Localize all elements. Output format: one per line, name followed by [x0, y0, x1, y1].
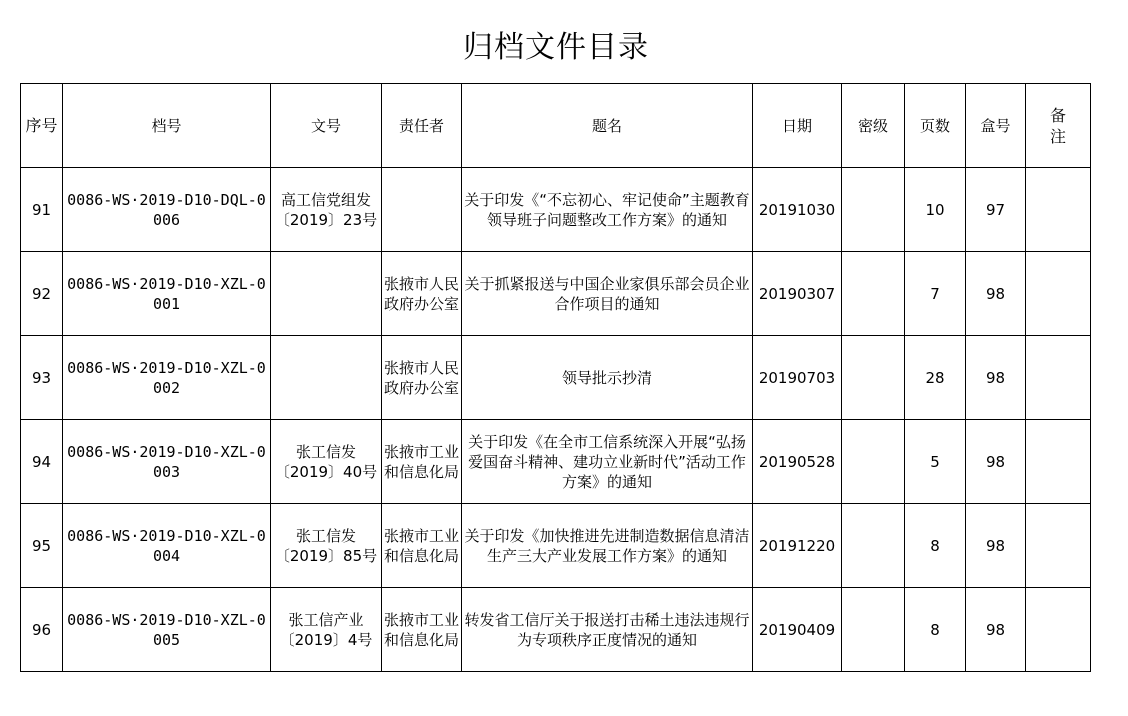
- cell-subject: 关于印发《加快推进先进制造数据信息清洁生产三大产业发展工作方案》的通知: [462, 504, 753, 588]
- cell-subject: 关于印发《“不忘初心、牢记使命”主题教育领导班子问题整改工作方案》的通知: [462, 168, 753, 252]
- cell-responsible: [382, 168, 462, 252]
- cell-subject: 转发省工信厅关于报送打击稀土违法违规行为专项秩序正度情况的通知: [462, 588, 753, 672]
- cell-box-no: 98: [966, 420, 1026, 504]
- cell-doc-no: 张工信发〔2019〕40号: [271, 420, 382, 504]
- cell-pages: 8: [905, 588, 966, 672]
- column-header-subject: 题名: [462, 84, 753, 168]
- cell-responsible: 张掖市工业和信息化局: [382, 504, 462, 588]
- cell-responsible: 张掖市人民政府办公室: [382, 336, 462, 420]
- column-header-archive-no: 档号: [63, 84, 271, 168]
- cell-seq: 93: [21, 336, 63, 420]
- cell-box-no: 98: [966, 336, 1026, 420]
- cell-responsible: 张掖市人民政府办公室: [382, 252, 462, 336]
- cell-box-no: 98: [966, 588, 1026, 672]
- cell-remarks: [1026, 336, 1091, 420]
- cell-secrecy: [842, 336, 905, 420]
- cell-pages: 28: [905, 336, 966, 420]
- column-header-secrecy: 密级: [842, 84, 905, 168]
- column-header-pages: 页数: [905, 84, 966, 168]
- cell-subject: 关于印发《在全市工信系统深入开展“弘扬爱国奋斗精神、建功立业新时代”活动工作方案》的通知: [462, 420, 753, 504]
- cell-subject: 关于抓紧报送与中国企业家俱乐部会员企业合作项目的通知: [462, 252, 753, 336]
- cell-remarks: [1026, 504, 1091, 588]
- cell-seq: 95: [21, 504, 63, 588]
- column-header-date: 日期: [753, 84, 842, 168]
- cell-archive-no: 0086-WS·2019-D10-XZL-0005: [63, 588, 271, 672]
- cell-box-no: 97: [966, 168, 1026, 252]
- cell-doc-no: [271, 336, 382, 420]
- cell-secrecy: [842, 420, 905, 504]
- cell-seq: 94: [21, 420, 63, 504]
- cell-pages: 10: [905, 168, 966, 252]
- cell-secrecy: [842, 168, 905, 252]
- cell-secrecy: [842, 588, 905, 672]
- table-row: [21, 420, 1091, 504]
- cell-responsible: 张掖市工业和信息化局: [382, 588, 462, 672]
- page-title: 归档文件目录: [463, 30, 649, 65]
- cell-seq: 96: [21, 588, 63, 672]
- cell-remarks: [1026, 588, 1091, 672]
- column-header-box-no: 盒号: [966, 84, 1026, 168]
- cell-archive-no: 0086-WS·2019-D10-XZL-0003: [63, 420, 271, 504]
- table-row: [21, 336, 1091, 420]
- cell-remarks: [1026, 252, 1091, 336]
- cell-doc-no: 高工信党组发〔2019〕23号: [271, 168, 382, 252]
- table-header-row: [21, 84, 1091, 168]
- cell-pages: 5: [905, 420, 966, 504]
- cell-doc-no: 张工信产业〔2019〕4号: [271, 588, 382, 672]
- cell-box-no: 98: [966, 504, 1026, 588]
- column-header-remarks: 备注: [1026, 84, 1091, 168]
- cell-remarks: [1026, 168, 1091, 252]
- cell-doc-no: [271, 252, 382, 336]
- cell-archive-no: 0086-WS·2019-D10-XZL-0004: [63, 504, 271, 588]
- cell-seq: 91: [21, 168, 63, 252]
- cell-date: 20190307: [753, 252, 842, 336]
- cell-date: 20190528: [753, 420, 842, 504]
- cell-box-no: 98: [966, 252, 1026, 336]
- column-header-responsible: 责任者: [382, 84, 462, 168]
- cell-doc-no: 张工信发〔2019〕85号: [271, 504, 382, 588]
- column-header-seq: 序号: [21, 84, 63, 168]
- cell-date: 20190703: [753, 336, 842, 420]
- cell-pages: 8: [905, 504, 966, 588]
- table-row: [21, 168, 1091, 252]
- cell-archive-no: 0086-WS·2019-D10-XZL-0001: [63, 252, 271, 336]
- cell-subject: 领导批示抄清: [462, 336, 753, 420]
- cell-pages: 7: [905, 252, 966, 336]
- table-row: [21, 252, 1091, 336]
- cell-seq: 92: [21, 252, 63, 336]
- table-row: [21, 504, 1091, 588]
- table-row: [21, 588, 1091, 672]
- cell-responsible: 张掖市工业和信息化局: [382, 420, 462, 504]
- cell-secrecy: [842, 252, 905, 336]
- cell-archive-no: 0086-WS·2019-D10-DQL-0006: [63, 168, 271, 252]
- cell-date: 20191220: [753, 504, 842, 588]
- archive-catalog-table: [20, 83, 1091, 672]
- cell-archive-no: 0086-WS·2019-D10-XZL-0002: [63, 336, 271, 420]
- cell-date: 20190409: [753, 588, 842, 672]
- column-header-doc-no: 文号: [271, 84, 382, 168]
- cell-remarks: [1026, 420, 1091, 504]
- cell-date: 20191030: [753, 168, 842, 252]
- cell-secrecy: [842, 504, 905, 588]
